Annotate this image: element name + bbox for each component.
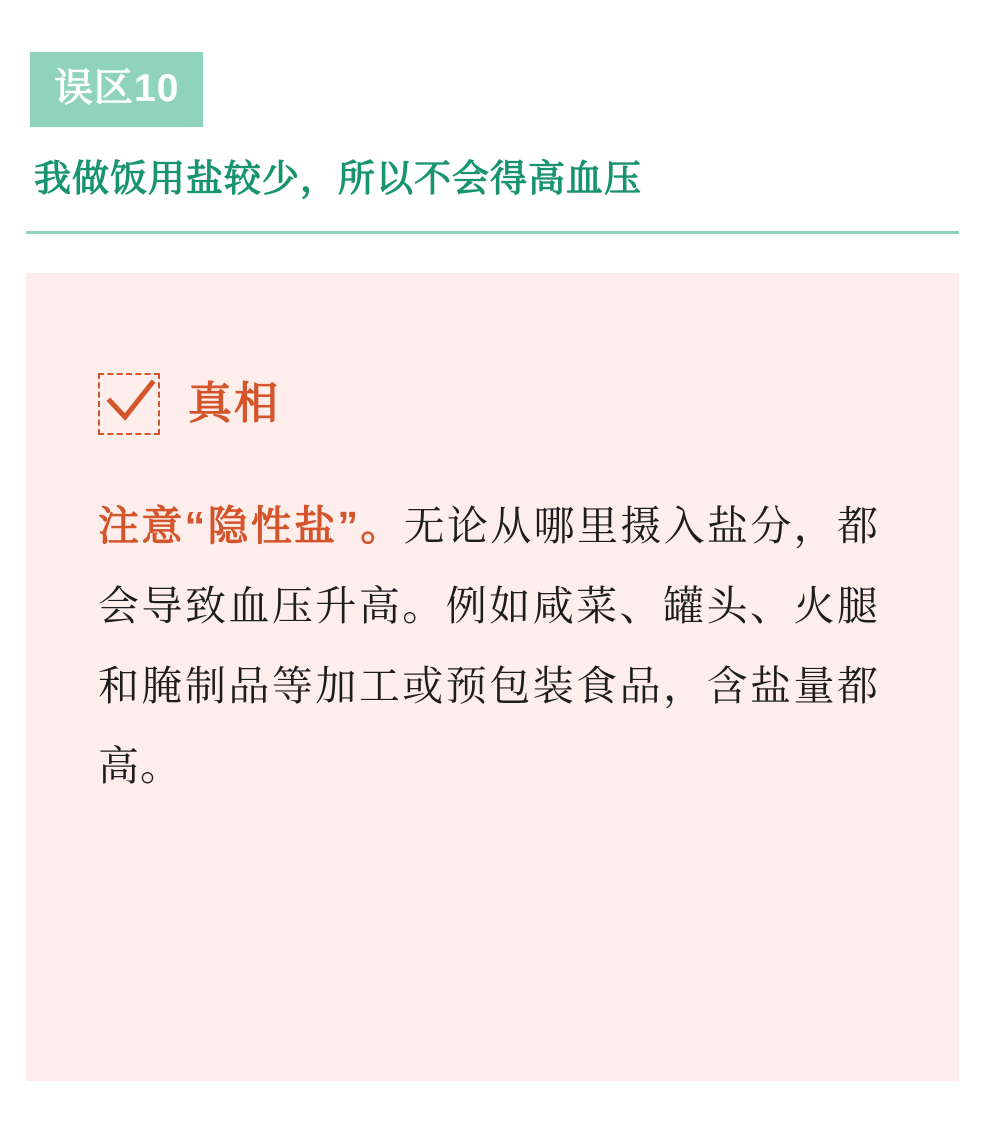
truth-label: 真相 (188, 379, 280, 428)
truth-body-highlight: 注意“隐性盐”。 (98, 503, 404, 549)
truth-header (98, 373, 879, 435)
checkmark-icon (98, 373, 160, 435)
header (0, 0, 985, 201)
truth-card (26, 273, 959, 1081)
myth-number-badge: 误区10 (30, 52, 203, 127)
header-divider (26, 231, 959, 234)
truth-body-rest: 无论从哪里摄入盐分，都会导致血压升高。例如咸菜、罐头、火腿和腌制品等加工或预包装食品，含盐量都高。 (98, 503, 880, 789)
page-title: 我做饭用盐较少，所以不会得高血压 (34, 158, 642, 199)
truth-body (98, 487, 879, 807)
